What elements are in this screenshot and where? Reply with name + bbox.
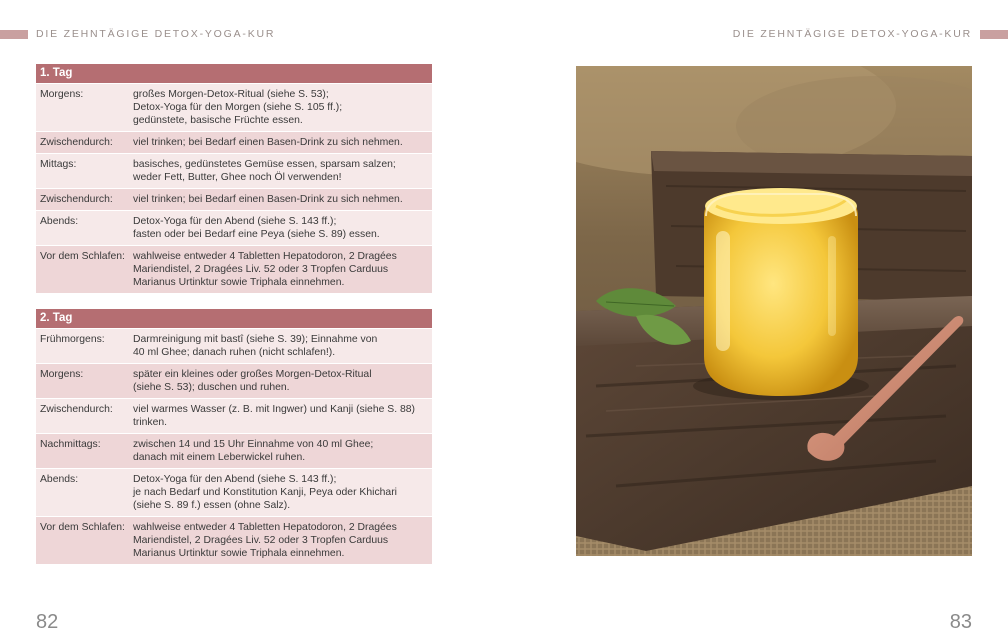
row-text: später ein kleines oder großes Morgen-Detox-Ritual (siehe S. 53); duschen und ruhen. <box>133 369 372 393</box>
row-text: viel warmes Wasser (z. B. mit Ingwer) und Kanji (siehe S. 88) trinken. <box>133 404 415 428</box>
row-label: Zwischendurch: <box>40 137 113 148</box>
table-row <box>36 399 432 434</box>
photo-illustration <box>576 66 972 556</box>
page-number-left: 82 <box>36 611 59 633</box>
row-text: Darmreinigung mit bastî (siehe S. 39); Einnahme von 40 ml Ghee; danach ruhen (nicht schlafen!). <box>133 334 378 358</box>
row-label: Vor dem Schlafen: <box>40 522 125 533</box>
header-accent-bar-left <box>0 30 28 39</box>
row-label: Morgens: <box>40 369 84 380</box>
running-header-left: DIE ZEHNTÄGIGE DETOX-YOGA-KUR <box>36 28 276 40</box>
row-text: basisches, gedünstetes Gemüse essen, sparsam salzen; weder Fett, Butter, Ghee noch Öl verwenden! <box>133 159 396 183</box>
row-label: Zwischendurch: <box>40 194 113 205</box>
table-row <box>36 434 432 469</box>
table-row <box>36 211 432 246</box>
ghee-jar-photo <box>576 66 972 556</box>
day1-title: 1. Tag <box>36 64 432 84</box>
table-row <box>36 517 432 565</box>
row-label: Vor dem Schlafen: <box>40 251 125 262</box>
row-label: Nachmittags: <box>40 439 101 450</box>
header-accent-bar-right <box>980 30 1008 39</box>
day2-title: 2. Tag <box>36 309 432 329</box>
table-row <box>36 469 432 517</box>
row-label: Morgens: <box>40 89 84 100</box>
row-text: wahlweise entweder 4 Tabletten Hepatodoron, 2 Dragées Mariendistel, 2 Dragées Liv. 52 oder 3 Tropfen Carduus Marianus Urtinktur sowie Triphala einnehmen. <box>133 251 397 288</box>
page-number-right: 83 <box>949 611 972 633</box>
day2-plan-table <box>36 309 432 565</box>
row-label: Mittags: <box>40 159 77 170</box>
row-text: wahlweise entweder 4 Tabletten Hepatodoron, 2 Dragées Mariendistel, 2 Dragées Liv. 52 oder 3 Tropfen Carduus Marianus Urtinktur sowie Triphala einnehmen. <box>133 522 397 559</box>
table-row <box>36 364 432 399</box>
table-row <box>36 246 432 294</box>
row-text: Detox-Yoga für den Abend (siehe S. 143 ff.); fasten oder bei Bedarf eine Peya (siehe S. 89) essen. <box>133 216 380 240</box>
day1-plan-table <box>36 64 432 294</box>
table-row <box>36 329 432 364</box>
row-text: zwischen 14 und 15 Uhr Einnahme von 40 ml Ghee; danach mit einem Leberwickel ruhen. <box>133 439 374 463</box>
row-text: großes Morgen-Detox-Ritual (siehe S. 53); Detox-Yoga für den Morgen (siehe S. 105 ff.); gedünstete, basische Früchte essen. <box>133 89 343 126</box>
table-row <box>36 84 432 132</box>
row-label: Abends: <box>40 474 79 485</box>
table-row <box>36 132 432 154</box>
table-row <box>36 189 432 211</box>
row-label: Abends: <box>40 216 79 227</box>
table-row <box>36 154 432 189</box>
running-header-right: DIE ZEHNTÄGIGE DETOX-YOGA-KUR <box>732 28 972 40</box>
row-text: viel trinken; bei Bedarf einen Basen-Drink zu sich nehmen. <box>133 194 403 205</box>
row-label: Zwischendurch: <box>40 404 113 415</box>
row-label: Frühmorgens: <box>40 334 105 345</box>
row-text: viel trinken; bei Bedarf einen Basen-Drink zu sich nehmen. <box>133 137 403 148</box>
row-text: Detox-Yoga für den Abend (siehe S. 143 ff.); je nach Bedarf und Konstitution Kanji, Peya oder Khichari (siehe S. 89 f.) essen (ohne Salz). <box>133 474 397 511</box>
